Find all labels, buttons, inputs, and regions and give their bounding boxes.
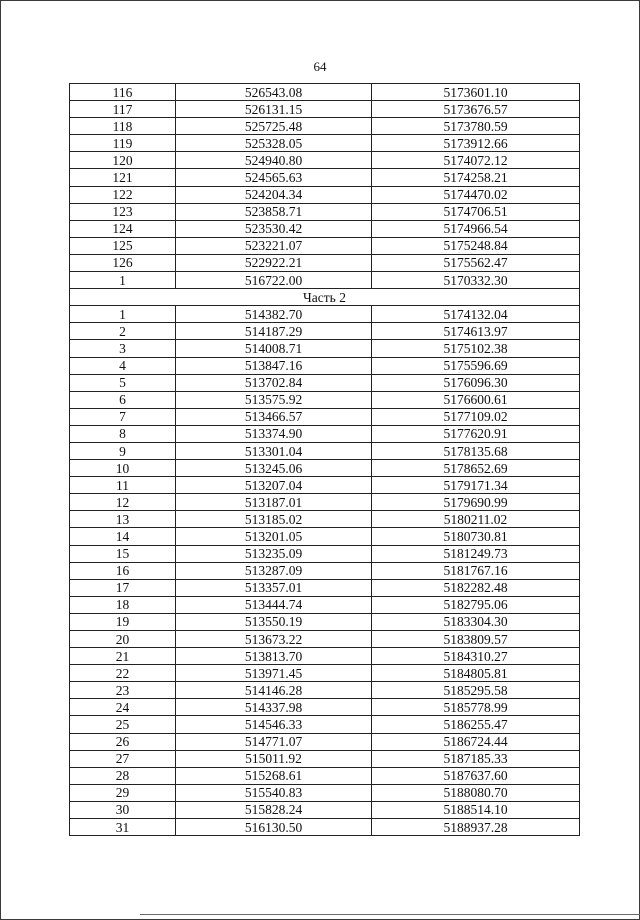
x-coordinate-cell: 525328.05 [176, 135, 372, 152]
table-row [70, 203, 580, 220]
page-number: 64 [313, 59, 327, 74]
x-coordinate-cell: 513444.74 [176, 596, 372, 613]
y-coordinate-cell: 5174966.54 [372, 220, 580, 237]
y-coordinate-cell: 5187637.60 [372, 767, 580, 784]
x-coordinate-cell: 524940.80 [176, 152, 372, 169]
table-row [70, 84, 580, 101]
point-number-cell: 123 [70, 203, 176, 220]
table-row [70, 801, 580, 818]
point-number-cell: 9 [70, 442, 176, 459]
x-coordinate-cell: 513287.09 [176, 562, 372, 579]
table-row [70, 699, 580, 716]
x-coordinate-cell: 523221.07 [176, 237, 372, 254]
x-coordinate-cell: 523858.71 [176, 203, 372, 220]
y-coordinate-cell: 5186255.47 [372, 716, 580, 733]
y-coordinate-cell: 5176600.61 [372, 391, 580, 408]
y-coordinate-cell: 5181249.73 [372, 545, 580, 562]
point-number-cell: 3 [70, 340, 176, 357]
point-number-cell: 120 [70, 152, 176, 169]
point-number-cell: 7 [70, 408, 176, 425]
y-coordinate-cell: 5175562.47 [372, 254, 580, 271]
point-number-cell: 126 [70, 254, 176, 271]
x-coordinate-cell: 513187.01 [176, 494, 372, 511]
x-coordinate-cell: 513245.06 [176, 460, 372, 477]
table-row [70, 186, 580, 203]
x-coordinate-cell: 522922.21 [176, 254, 372, 271]
y-coordinate-cell: 5173912.66 [372, 135, 580, 152]
x-coordinate-cell: 513575.92 [176, 391, 372, 408]
point-number-cell: 24 [70, 699, 176, 716]
x-coordinate-cell: 513235.09 [176, 545, 372, 562]
point-number-cell: 10 [70, 460, 176, 477]
x-coordinate-cell: 514546.33 [176, 716, 372, 733]
point-number-cell: 5 [70, 374, 176, 391]
table-row [70, 750, 580, 767]
x-coordinate-cell: 525725.48 [176, 118, 372, 135]
point-number-cell: 2 [70, 323, 176, 340]
table-row [70, 237, 580, 254]
y-coordinate-cell: 5182282.48 [372, 579, 580, 596]
x-coordinate-cell: 516130.50 [176, 819, 372, 836]
x-coordinate-cell: 514008.71 [176, 340, 372, 357]
x-coordinate-cell: 514382.70 [176, 306, 372, 323]
point-number-cell: 117 [70, 101, 176, 118]
point-number-cell: 28 [70, 767, 176, 784]
section-header-row [70, 289, 580, 306]
point-number-cell: 15 [70, 545, 176, 562]
table-row [70, 408, 580, 425]
x-coordinate-cell: 516722.00 [176, 272, 372, 289]
point-number-cell: 13 [70, 511, 176, 528]
y-coordinate-cell: 5173601.10 [372, 84, 580, 101]
point-number-cell: 30 [70, 801, 176, 818]
x-coordinate-cell: 514771.07 [176, 733, 372, 750]
table-row [70, 101, 580, 118]
table-row [70, 648, 580, 665]
section-header: Часть 2 [70, 289, 580, 306]
y-coordinate-cell: 5182795.06 [372, 596, 580, 613]
point-number-cell: 31 [70, 819, 176, 836]
y-coordinate-cell: 5184310.27 [372, 648, 580, 665]
point-number-cell: 116 [70, 84, 176, 101]
x-coordinate-cell: 514146.28 [176, 682, 372, 699]
y-coordinate-cell: 5183304.30 [372, 613, 580, 630]
x-coordinate-cell: 515011.92 [176, 750, 372, 767]
table-row [70, 323, 580, 340]
point-number-cell: 6 [70, 391, 176, 408]
x-coordinate-cell: 513301.04 [176, 442, 372, 459]
point-number-cell: 29 [70, 784, 176, 801]
y-coordinate-cell: 5183809.57 [372, 631, 580, 648]
y-coordinate-cell: 5175596.69 [372, 357, 580, 374]
table-row [70, 460, 580, 477]
point-number-cell: 20 [70, 631, 176, 648]
table-row [70, 254, 580, 271]
point-number-cell: 16 [70, 562, 176, 579]
y-coordinate-cell: 5184805.81 [372, 665, 580, 682]
point-number-cell: 21 [70, 648, 176, 665]
coordinates-table [69, 83, 580, 836]
table-row [70, 272, 580, 289]
table-row [70, 494, 580, 511]
point-number-cell: 124 [70, 220, 176, 237]
x-coordinate-cell: 513702.84 [176, 374, 372, 391]
point-number-cell: 121 [70, 169, 176, 186]
table-row [70, 511, 580, 528]
x-coordinate-cell: 513201.05 [176, 528, 372, 545]
x-coordinate-cell: 513813.70 [176, 648, 372, 665]
x-coordinate-cell: 513971.45 [176, 665, 372, 682]
x-coordinate-cell: 513185.02 [176, 511, 372, 528]
y-coordinate-cell: 5174613.97 [372, 323, 580, 340]
table-row [70, 784, 580, 801]
y-coordinate-cell: 5185778.99 [372, 699, 580, 716]
x-coordinate-cell: 513673.22 [176, 631, 372, 648]
x-coordinate-cell: 513466.57 [176, 408, 372, 425]
point-number-cell: 11 [70, 477, 176, 494]
x-coordinate-cell: 526131.15 [176, 101, 372, 118]
table-row [70, 220, 580, 237]
table-row [70, 665, 580, 682]
x-coordinate-cell: 515828.24 [176, 801, 372, 818]
table-row [70, 733, 580, 750]
table-row [70, 152, 580, 169]
x-coordinate-cell: 513847.16 [176, 357, 372, 374]
point-number-cell: 1 [70, 272, 176, 289]
table-row [70, 118, 580, 135]
x-coordinate-cell: 514337.98 [176, 699, 372, 716]
x-coordinate-cell: 513550.19 [176, 613, 372, 630]
point-number-cell: 22 [70, 665, 176, 682]
table-row [70, 374, 580, 391]
y-coordinate-cell: 5188080.70 [372, 784, 580, 801]
table-row [70, 357, 580, 374]
table-row [70, 562, 580, 579]
x-coordinate-cell: 524204.34 [176, 186, 372, 203]
y-coordinate-cell: 5179690.99 [372, 494, 580, 511]
table-row [70, 596, 580, 613]
table-row [70, 631, 580, 648]
point-number-cell: 12 [70, 494, 176, 511]
y-coordinate-cell: 5178652.69 [372, 460, 580, 477]
y-coordinate-cell: 5174470.02 [372, 186, 580, 203]
point-number-cell: 27 [70, 750, 176, 767]
y-coordinate-cell: 5187185.33 [372, 750, 580, 767]
table-row [70, 306, 580, 323]
point-number-cell: 119 [70, 135, 176, 152]
table-row [70, 819, 580, 836]
y-coordinate-cell: 5180211.02 [372, 511, 580, 528]
table-row [70, 613, 580, 630]
point-number-cell: 14 [70, 528, 176, 545]
point-number-cell: 19 [70, 613, 176, 630]
y-coordinate-cell: 5176096.30 [372, 374, 580, 391]
point-number-cell: 23 [70, 682, 176, 699]
point-number-cell: 1 [70, 306, 176, 323]
point-number-cell: 26 [70, 733, 176, 750]
table-row [70, 477, 580, 494]
x-coordinate-cell: 515540.83 [176, 784, 372, 801]
y-coordinate-cell: 5170332.30 [372, 272, 580, 289]
table-row [70, 716, 580, 733]
x-coordinate-cell: 514187.29 [176, 323, 372, 340]
x-coordinate-cell: 513374.90 [176, 425, 372, 442]
table-row [70, 340, 580, 357]
y-coordinate-cell: 5174258.21 [372, 169, 580, 186]
table-row [70, 682, 580, 699]
x-coordinate-cell: 513357.01 [176, 579, 372, 596]
table-row [70, 169, 580, 186]
point-number-cell: 17 [70, 579, 176, 596]
y-coordinate-cell: 5175248.84 [372, 237, 580, 254]
y-coordinate-cell: 5180730.81 [372, 528, 580, 545]
table-row [70, 579, 580, 596]
x-coordinate-cell: 513207.04 [176, 477, 372, 494]
y-coordinate-cell: 5185295.58 [372, 682, 580, 699]
y-coordinate-cell: 5186724.44 [372, 733, 580, 750]
y-coordinate-cell: 5177620.91 [372, 425, 580, 442]
y-coordinate-cell: 5178135.68 [372, 442, 580, 459]
y-coordinate-cell: 5181767.16 [372, 562, 580, 579]
table-row [70, 425, 580, 442]
point-number-cell: 125 [70, 237, 176, 254]
table-row [70, 442, 580, 459]
y-coordinate-cell: 5174072.12 [372, 152, 580, 169]
x-coordinate-cell: 524565.63 [176, 169, 372, 186]
point-number-cell: 118 [70, 118, 176, 135]
table-row [70, 391, 580, 408]
y-coordinate-cell: 5174706.51 [372, 203, 580, 220]
y-coordinate-cell: 5173780.59 [372, 118, 580, 135]
footer-scan-line [140, 914, 640, 915]
table-row [70, 135, 580, 152]
x-coordinate-cell: 523530.42 [176, 220, 372, 237]
y-coordinate-cell: 5174132.04 [372, 306, 580, 323]
table-row [70, 767, 580, 784]
coordinates-table-body [70, 84, 580, 836]
y-coordinate-cell: 5173676.57 [372, 101, 580, 118]
y-coordinate-cell: 5188937.28 [372, 819, 580, 836]
point-number-cell: 122 [70, 186, 176, 203]
y-coordinate-cell: 5188514.10 [372, 801, 580, 818]
point-number-cell: 4 [70, 357, 176, 374]
point-number-cell: 25 [70, 716, 176, 733]
point-number-cell: 18 [70, 596, 176, 613]
y-coordinate-cell: 5175102.38 [372, 340, 580, 357]
table-row [70, 545, 580, 562]
x-coordinate-cell: 515268.61 [176, 767, 372, 784]
x-coordinate-cell: 526543.08 [176, 84, 372, 101]
y-coordinate-cell: 5177109.02 [372, 408, 580, 425]
point-number-cell: 8 [70, 425, 176, 442]
table-row [70, 528, 580, 545]
y-coordinate-cell: 5179171.34 [372, 477, 580, 494]
